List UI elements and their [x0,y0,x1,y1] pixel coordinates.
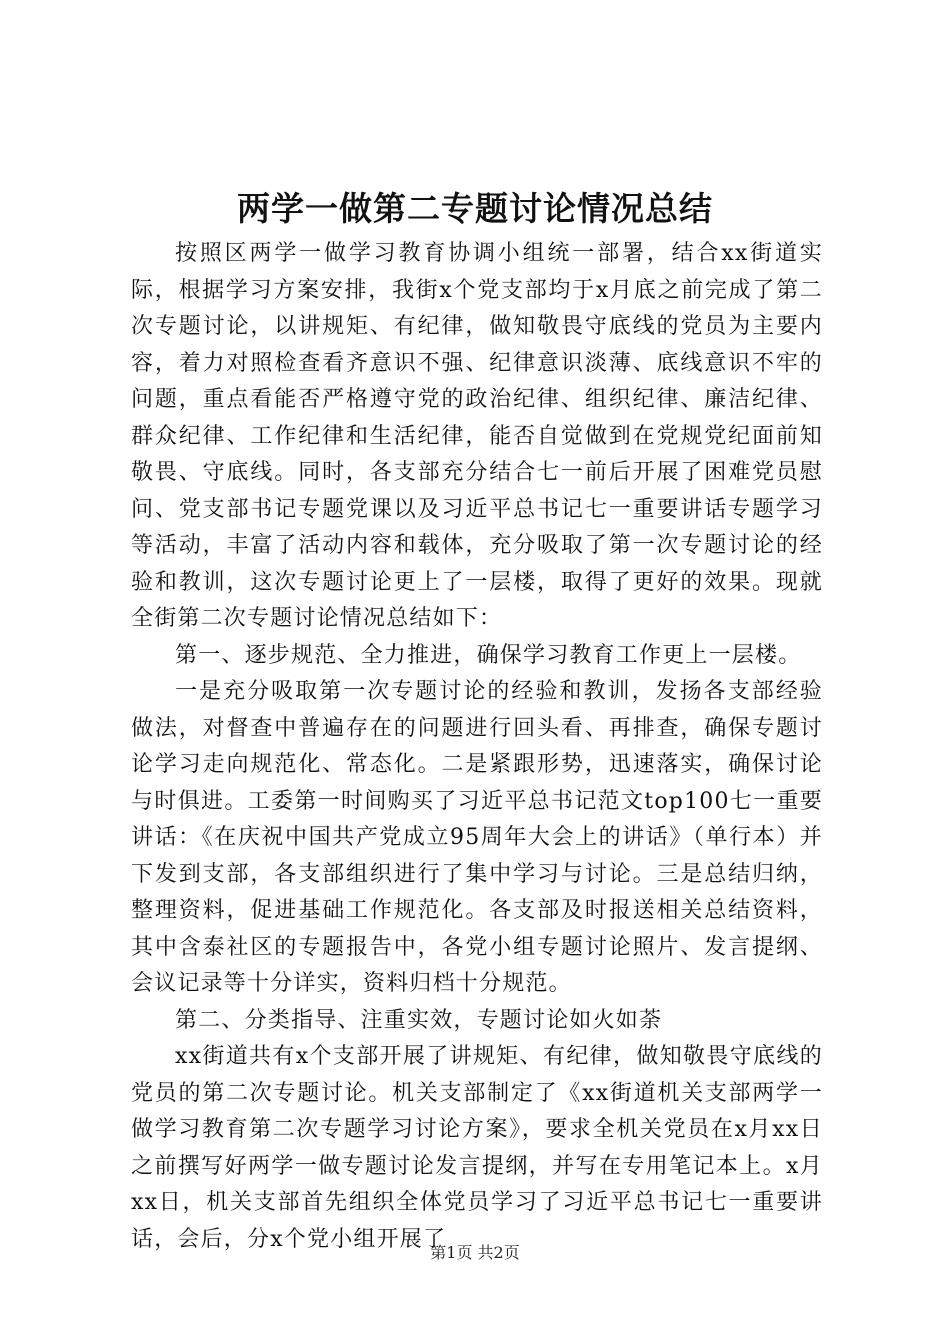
page-indicator: 第1页 共2页 [430,1243,520,1262]
paragraph-intro: 按照区两学一做学习教育协调小组统一部署，结合xx街道实际，根据学习方案安排，我街x个党支部均于x月底之前完成了第二次专题讨论，以讲规矩、有纪律，做知敬畏守底线的党员为主要内容，着力对照检查看齐意识不强、纪律意识淡薄、底线意识不牢的问题，重点看能否严格遵守党的政治纪律、组织纪律、廉洁纪律、群众纪律、工作纪律和生活纪律，能否自觉做到在党规党纪面前知敬畏、守底线。同时，各支部充分结合七一前后开展了困难党员慰问、党支部书记专题党课以及习近平总书记七一重要讲话专题学习等活动，丰富了活动内容和载体，充分吸取了第一次专题讨论的经验和教训，这次专题讨论更上了一层楼，取得了更好的效果。现就全街第二次专题讨论情况总结如下： [131,241,823,631]
paragraph-section-2: xx街道共有x个支部开展了讲规矩、有纪律，做知敬畏守底线的党员的第二次专题讨论。机关支部制定了《xx街道机关支部两学一做学习教育第二次专题学习讨论方案》，要求全机关党员在x月xx日之前撰写好两学一做专题讨论发言提纲，并写在专用笔记本上。x月xx日，机关支部首先组织全体党员学习了习近平总书记七一重要讲话，会后，分x个党小组开展了 [131,1044,823,1252]
document-title: 两学一做第二专题讨论情况总结 [237,189,713,228]
paragraph-heading-2: 第二、分类指导、注重实效，专题讨论如火如荼 [175,1007,663,1033]
document-body [131,236,823,1258]
paragraph-section-1: 一是充分吸取第一次专题讨论的经验和教训，发扬各支部经验做法，对督查中普遍存在的问题进行回头看、再排查，确保专题讨论学习走向规范化、常态化。二是紧跟形势，迅速落实，确保讨论与时俱进。工委第一时间购买了习近平总书记范文top100七一重要讲话：《在庆祝中国共产党成立95周年大会上的讲话》（单行本）并下发到支部，各支部组织进行了集中学习与讨论。三是总结归纳，整理资料，促进基础工作规范化。各支部及时报送相关总结资料，其中含泰社区的专题报告中，各党小组专题讨论照片、发言提纲、会议记录等十分详实，资料归档十分规范。 [131,679,823,996]
paragraph-heading-1: 第一、逐步规范、全力推进，确保学习教育工作更上一层楼。 [175,642,802,668]
